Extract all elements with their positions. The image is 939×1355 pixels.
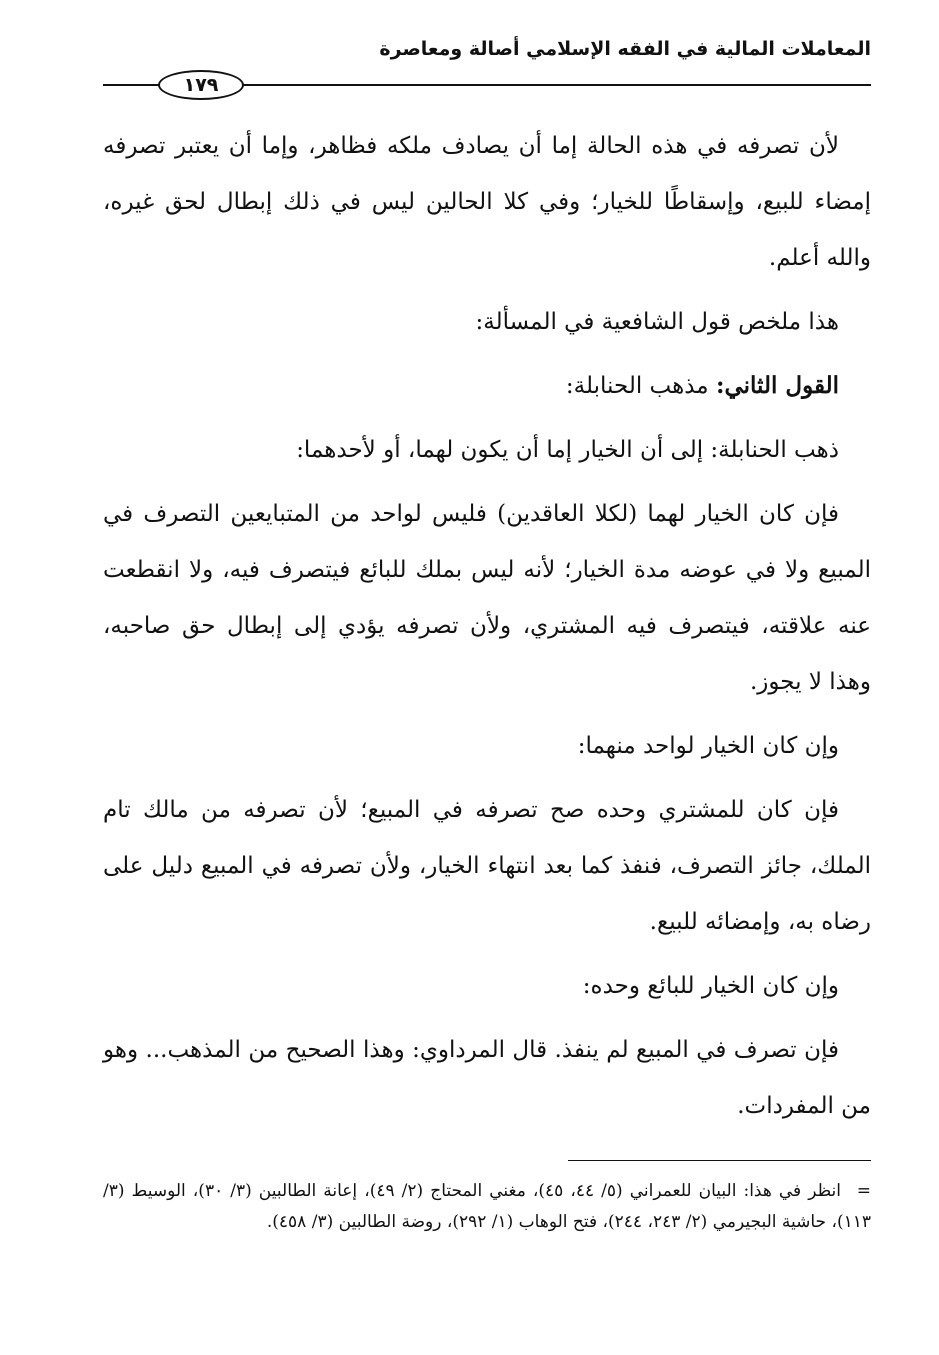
footnote bbox=[103, 1176, 871, 1238]
footnote-text: انظر في هذا: البيان للعمراني (٥/ ٤٤، ٤٥)، مغني المحتاج (٢/ ٤٩)، إعانة الطالبين (٣/ ٣٠)، الوسيط (٣/ ١١٣)، حاشية البجيرمي (٢/ ٢٤٣، ٢٤٤)، فتح الوهاب (١/ ٢٩٢)، روضة الطالبين (٣/ ٤٥٨). bbox=[103, 1181, 871, 1232]
footnote-rule bbox=[568, 1160, 871, 1161]
footnote-marker: = bbox=[856, 1181, 871, 1201]
paragraph-6: وإن كان الخيار لواحد منهما: bbox=[577, 733, 839, 759]
paragraph-4: ذهب الحنابلة: إلى أن الخيار إما أن يكون لهما، أو لأحدهما: bbox=[296, 437, 839, 463]
paragraph-5: فإن كان الخيار لهما (لكلا العاقدين) فليس لواحد من المتبايعين التصرف في المبيع ولا في عوضه مدة الخيار؛ لأنه ليس بملك للبائع فيتصرف فيه، ولا انقطعت عنه علاقته، فيتصرف فيه المشتري، ولأن تصرفه يؤدي إلى إبطال حق صاحبه، وهذا لا يجوز. bbox=[103, 501, 871, 695]
body-text bbox=[103, 118, 871, 1142]
paragraph-7: فإن كان للمشتري وحده صح تصرفه في المبيع؛ لأن تصرفه من مالك تام الملك، جائز التصرف، فنفذ كما بعد انتهاء الخيار، ولأن تصرفه في المبيع دليل على رضاه به، وإمضائه للبيع. bbox=[103, 797, 871, 935]
page-number: ١٧٩ bbox=[183, 74, 219, 96]
page-number-badge bbox=[158, 70, 244, 100]
section-heading-rest: مذهب الحنابلة: bbox=[565, 373, 716, 399]
paragraph-3 bbox=[103, 358, 871, 414]
section-heading: القول الثاني: bbox=[715, 372, 839, 399]
paragraph-2: هذا ملخص قول الشافعية في المسألة: bbox=[475, 309, 839, 335]
paragraph-9: فإن تصرف في المبيع لم ينفذ. قال المرداوي: وهذا الصحيح من المذهب... وهو من المفردات. bbox=[103, 1037, 871, 1119]
paragraph-1: لأن تصرفه في هذه الحالة إما أن يصادف ملكه فظاهر، وإما أن يعتبر تصرفه إمضاء للبيع، وإسقاطًا للخيار؛ وفي كلا الحالين ليس في ذلك إبطال لحق غيره، والله أعلم. bbox=[103, 133, 871, 271]
paragraph-8: وإن كان الخيار للبائع وحده: bbox=[582, 973, 839, 999]
running-head-title: المعاملات المالية في الفقه الإسلامي أصالة ومعاصرة bbox=[379, 38, 871, 60]
